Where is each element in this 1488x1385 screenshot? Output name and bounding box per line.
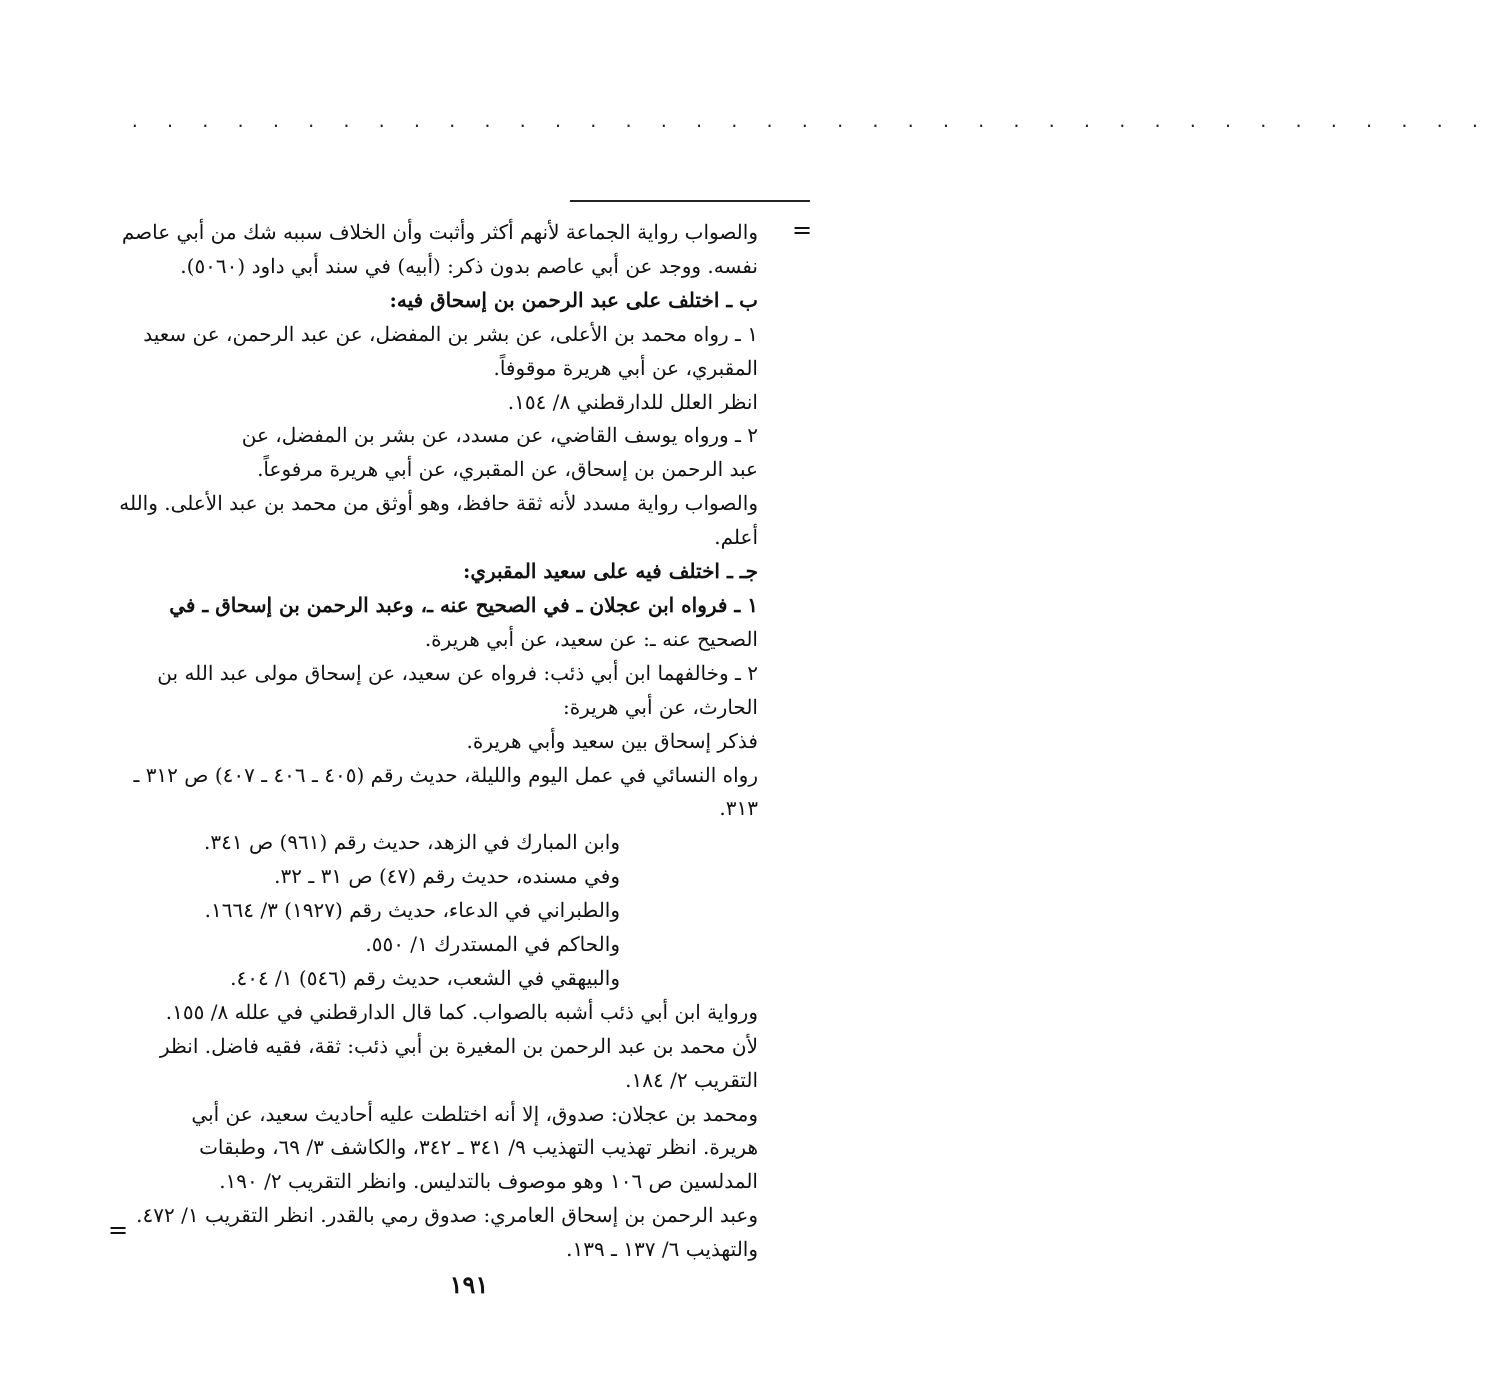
citation-line: والبيهقي في الشعب، حديث رقم (٥٤٦) ١/ ٤٠٤.	[230, 965, 620, 990]
text-line: أعلم.	[714, 525, 758, 550]
citation-line: وابن المبارك في الزهد، حديث رقم (٩٦١) ص ٣٤١.	[204, 830, 620, 855]
text-line: ١ ـ رواه محمد بن الأعلى، عن بشر بن المفضل، عن عبد الرحمن، عن سعيد	[143, 321, 758, 346]
text-line: التقريب ٢/ ١٨٤.	[625, 1067, 758, 1092]
citation-line: وفي مسنده، حديث رقم (٤٧) ص ٣١ ـ ٣٢.	[274, 864, 620, 889]
continuation-mark-top: =	[792, 216, 813, 244]
text-line: وعبد الرحمن بن إسحاق العامري: صدوق رمي بالقدر. انظر التقريب ١/ ٤٧٢.	[136, 1203, 758, 1228]
text-line: رواه النسائي في عمل اليوم والليلة، حديث رقم (٤٠٥ ـ ٤٠٦ ـ ٤٠٧) ص ٣١٢ ـ	[133, 762, 758, 787]
text-line: والتهذيب ٦/ ١٣٧ ـ ١٣٩.	[566, 1237, 758, 1262]
continuation-mark-bottom: =	[108, 1216, 129, 1244]
footnote-rule	[570, 200, 810, 202]
text-line: ٢ ـ وخالفهما ابن أبي ذئب: فرواه عن سعيد، عن إسحاق مولى عبد الله بن	[157, 660, 758, 685]
text-line: هريرة. انظر تهذيب التهذيب ٩/ ٣٤١ ـ ٣٤٢، والكاشف ٣/ ٦٩، وطبقات	[199, 1135, 758, 1160]
page-number: ١٩١	[449, 1270, 489, 1299]
text-line: ومحمد بن عجلان: صدوق، إلا أنه اختلطت عليه أحاديث سعيد، عن أبي	[191, 1101, 758, 1126]
text-line: الحارث، عن أبي هريرة:	[562, 694, 758, 719]
text-line: ورواية ابن أبي ذئب أشبه بالصواب. كما قال الدارقطني في علله ٨/ ١٥٥.	[165, 999, 758, 1024]
text-line: فذكر إسحاق بين سعيد وأبي هريرة.	[466, 728, 758, 753]
text-line: نفسه. ووجد عن أبي عاصم بدون ذكر: (أبيه) في سند أبي داود (٥٠٦٠).	[180, 253, 758, 278]
text-line: المدلسين ص ١٠٦ وهو موصوف بالتدليس. وانظر التقريب ٢/ ١٩٠.	[219, 1169, 758, 1194]
text-line: والصواب رواية مسدد لأنه ثقة حافظ، وهو أوثق من محمد بن عبد الأعلى. والله	[119, 491, 758, 516]
text-line: لأن محمد بن عبد الرحمن بن المغيرة بن أبي ذئب: ثقة، فقيه فاضل. انظر	[159, 1033, 758, 1058]
text-line: والصواب رواية الجماعة لأنهم أكثر وأثبت وأن الخلاف سببه شك من أبي عاصم	[121, 220, 758, 244]
text-line: انظر العلل للدارقطني ٨/ ١٥٤.	[507, 389, 758, 414]
footnote-text	[116, 216, 758, 1267]
text-line: ٣١٣.	[719, 796, 758, 821]
citation-line: والحاكم في المستدرك ١/ ٥٥٠.	[365, 932, 620, 957]
citation-line: والطبراني في الدعاء، حديث رقم (١٩٢٧) ٣/ ١٦٦٤.	[204, 898, 620, 923]
separator-dots: . . . . . . . . . . . . . . . . . . . . . . . . . . . . . . . . . . . . . . .	[130, 112, 1488, 131]
text-line: ٢ ـ ورواه يوسف القاضي، عن مسدد، عن بشر بن المفضل، عن	[241, 423, 758, 448]
section-heading: ب ـ اختلف على عبد الرحمن بن إسحاق فيه:	[389, 287, 758, 312]
section-heading: جـ ـ اختلف فيه على سعيد المقبري:	[462, 559, 758, 584]
text-line: المقبري، عن أبي هريرة موقوفاً.	[493, 355, 758, 380]
text-line: ١ ـ فرواه ابن عجلان ـ في الصحيح عنه ـ، وعبد الرحمن بن إسحاق ـ في	[169, 592, 758, 617]
text-line: الصحيح عنه ـ: عن سعيد، عن أبي هريرة.	[424, 626, 758, 651]
text-line: عبد الرحمن بن إسحاق، عن المقبري، عن أبي هريرة مرفوعاً.	[257, 457, 758, 482]
